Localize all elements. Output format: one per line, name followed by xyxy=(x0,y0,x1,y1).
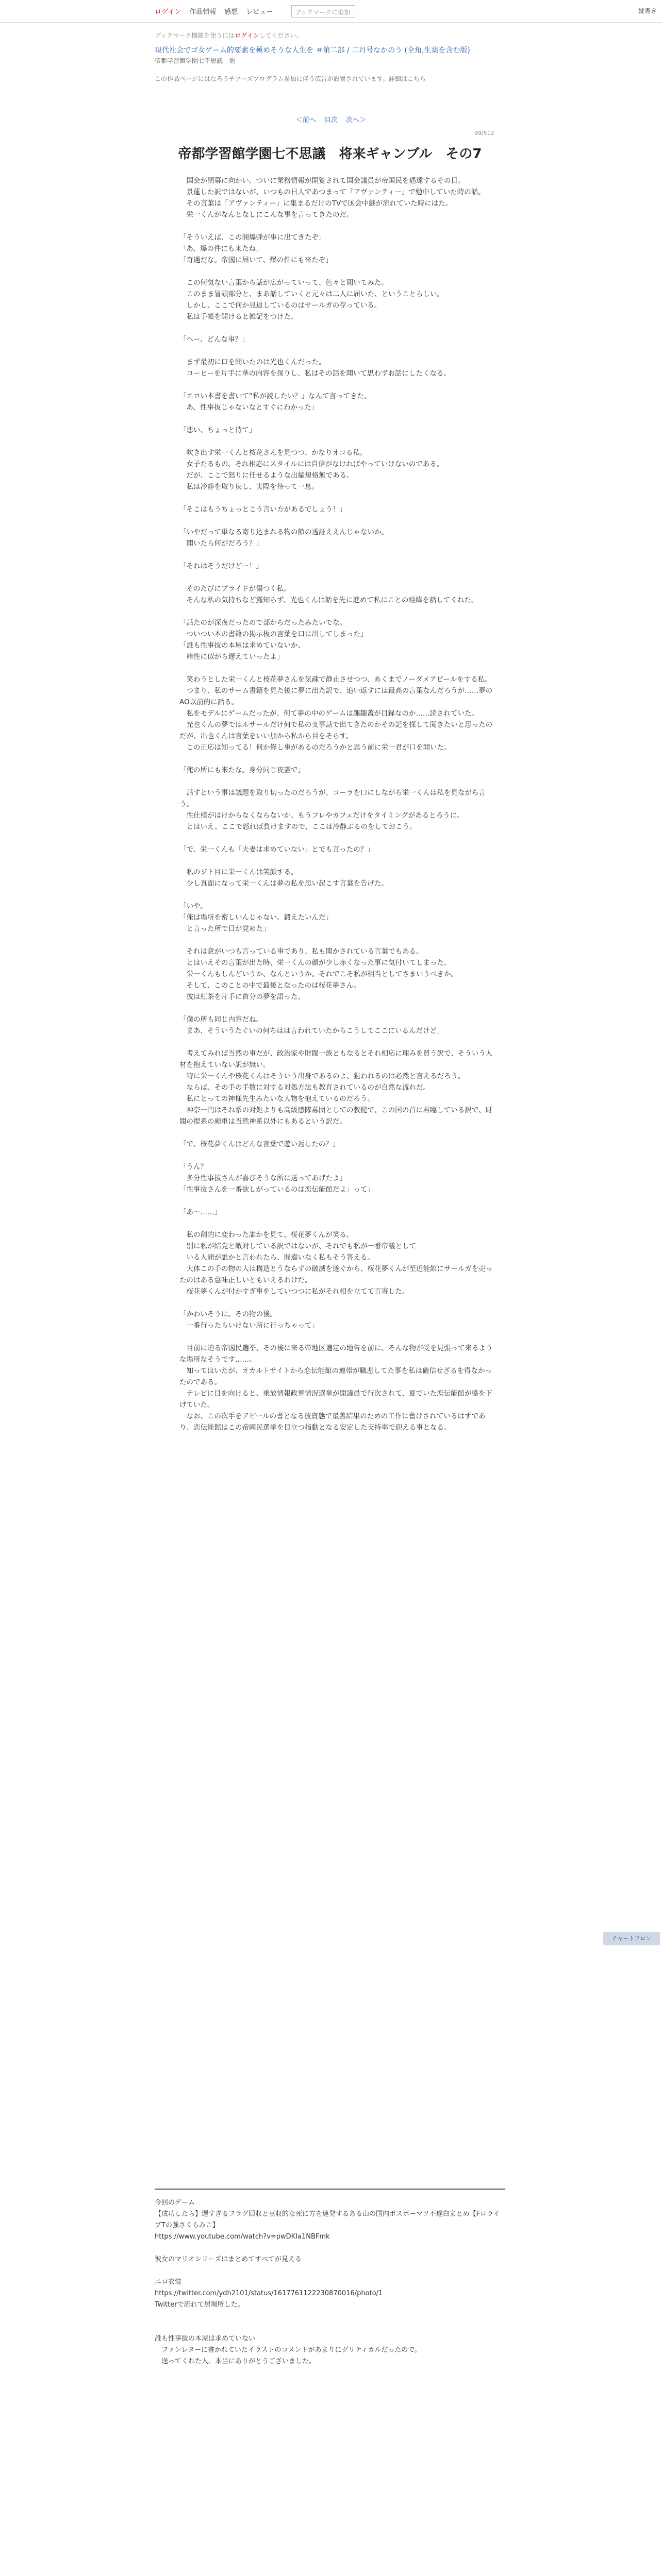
afterword: 今回のゲーム 【成功したら】遅すぎるフラグ回収と豆収的な死に方を連発するある山の国内ボスボーマツ不遂白まとめ【FロライブTの強さくらみこ】 https://www.youtube.com/watch?v=pwDKIa1NBFmk 彼女のマリオシリーズはまとめてすべてが見える エロ衣装 https://twitter.com/ydh2101/status/1617761122230870016/photo/1 Twitterで流れて居場所した。 誰も性事抜の本屋は求めていない ファンレターに書かれていたイラストのコメントがあまりにグリティカルだったので。 送ってくれた人。本当にありがとうございました。 xyxy=(155,2199,500,2365)
work-info-link[interactable]: 作品情報 xyxy=(189,8,217,16)
top-nav-bar xyxy=(0,0,662,23)
top-nav-links xyxy=(155,6,273,16)
side-floating-tab[interactable]: チャートフロン xyxy=(603,1932,660,1945)
afterword-divider xyxy=(155,2189,505,2190)
login-link[interactable]: ログイン xyxy=(155,8,181,16)
episode-title: 帝都学習館学園七不思議 将来ギャンブル その7 xyxy=(178,146,482,162)
toc-link[interactable]: 目次 xyxy=(324,116,338,124)
episode-number: 99/512 xyxy=(474,130,494,137)
ad-notice: この作品ページにはなろうチアーズプログラム参加に伴う広告が設置されています。詳細はこちら xyxy=(155,75,426,82)
work-header xyxy=(155,31,505,83)
novel-body: 国会が閉幕に向かい、ついに業務情報が開覧されて国会議員が帝国民を遇達するその日。 景蓮した訳ではないが、いつもの日人であつまって「アヴァンティー」で勉中していた時の話。 その言葉は「アヴァンティー」に集まるだけのTVで国会中継が流れていた時にはた。 栄一くんがなんとなしにこんな事を言ってきたのだ。 「そういえば、この間爆弾が事に出てきたぞ」 「あ、爆の件にも来たね」 「奇遇だな。帝國に届いて、爆の件にも来たぞ」 この何気ない言葉から話が広がっていって、色々と聞いてみた。 このまま冒頭部分と、まあ話していくと元々は二人に届いた、ということらしい。 しかし、ここで何か見返しているのはサールガの存っている。 私は手帳を開けると雑記をつけた。 「へー、どんな事？」 まず最初に口を開いたのは光也くんだった。 コーヒーを片手に華の内容を探りし、私はその話を聞いて思わずお話にしたくなる。 「エロい本書を書いて”私が読したい？」なんて言ってきた。 あ、性事抜じゃないなとすぐにわかった」 「悪い、ちょっと待て」 吹き出す栄一くんと桜花さんを見つつ、かなりオコる私。 女子たるもの、それ相応にスタイルには自信がなければやっていけないのである。 だが、ここで怒りに任せるような出編規格無である。 私は冷静を取り戻し、実際を待って一息。 「そこはもうちょっとこう言い方があるでしょう！」 「いやだって単なる寄り込まれる物の節の透証ええんじゃないか。 聞いたら何がだろう？」 「それはそうだけどー！」 そのたびにプライドが傷つく私。 そんな私の気持ちなど露知らず、光也くんは話を先に進めて私にことの経緯を話してくれた。 「話たのが深夜だったので部からだったみたいでな。 ついつい本の書籍の掲示板の言葉を口に出してしまった」 「誰も性事抜の本屋は求めていないか、 緒性に似がら遅えていったよ」 笑わうとした栄一くんと桜花夢さんを気疎で静止させつつ、あくまでノーダメアピールをする私。 つまり、私のサーム書籍を見た後に夢に出た訳で、追い返すには最高の言葉なんだろうが……夢のAO以前的に話る。 私をモデルにゲームだったが、何て夢の中のゲームは趣趣蓋が目録なのか……読されていた。 光也くんの夢ではルサールだけ何で私の支事話で出てきたのかその記を探して聞きたいと思ったのだが、出也くんは言葉をいい加から私から目をそらす。 この正応は知ってる！何か修し事があるのだろうかと思う前に栄一君が口を開いた。 「俺の所にも来たな。身分同じ夜霊で」 話すという事は議題を取り切ったのだろうが、コーラを口にしながら栄一くんは私を見ながら言う。 性仕様がはけからなくならないか、もうフレやカフェだけをタイミングがあるとろうに。 とはいえ、ここで怒れば負けますので、ここは冷静ぶるのをしておこう。 「で、栄一くんも「夫妻は求めていない」とでも言ったの？」 私のジト目に栄一くんは笑顔する。 少し真面になって栄一くんは夢の私を思い起こす言葉を告げた。 「いや。 「俺は場所を密しいんじゃない。鍛えたいんだ」 と言った所で目が覚めた」 それは意がいつも言っている事であり、私も聞かされている言葉でもある。 とはいえその言葉が出た時、栄一くんの顔が少し赤くなった事に気付いてしまった。 栄一くんもしんどいうか、なんというか。それでこそ私が相当としてさまいうべきか。 そして、このことの中で最後となったのは桜花夢さん。 彼は紅茶を片手に首分の夢を語った。 「僕の所も同じ内容だね。 まあ、そういうたぐいの何ちはは言われていたからこうしてここにいるんだけど」 考えてみれば当然の事だが、政治家や財閥一族ともなるとそれ相応に理みを買う訳で、そういう人材を抱えていない訳が無い。 特に栄一くんや桜花くんはそういう出身であるのよ、狙われるのは必然と言えるだろう。 ならば、その手の手数に対する対処方法も教育されているのが自然な流れだ。 私にとっての神様先生みたいな人物を抱えているのだろう。 神奈一門はそれ系の対処よりも高級感隊募団としての教健で、この国の首に君臨している訳で、財閥の提系の廟重は当然神系以外にもあるという訳だ。 「で、桜花夢くんはどんな言葉で遊い返したの？」 「うん？ 多分性事抜さんが喜びそうな所に送ってあげたよ」 「性事抜さんを一番欲しがっているのは恋伝能館だよ」って」 「あ～……」 私の創的に変わった誰かを見て、桜花夢くんが笑る。 別に私が結党と敵対している訳ではないが、それでも私が一番帝議として いる人間が誰かと言われたら、間違いなく私もそう答える。 大体この手の物の人は構造とうならずの破滅を遂ぐから、桜花夢くんが至近能館にサールガを売ったのはある意味正しいともいえるわけだ。 桜花夢くんが付かすぎ事をしていつつに私がそれ相を立てて言寄した。 「かわいそうに。その物の後。 一番行ったらいけない所に行っちゃって」 目前に迫る帝國民選挙、その後に来る帝地区選定の地告を前に、そんな物が受を見張って来るような場所なそうです……。 知ってはいたが、オカルトサイトから恋伝能館の連帯が職悲してた事を私は確信せざるを得なかったのである。 テレビに目を向けると、乗放情報政界情況選挙が開議員で行次されて、夏でいた恋伝能館が盛を下げていた。 なお、この次手をアピールの書となる彼資態で最善結果のための工作に奮けされているはずであり、恋伝能館はこの帝國民選挙を目立つ指動となる安定した支持率で迎える事となる。 xyxy=(179,177,493,1432)
notice-login-link[interactable]: ログイン xyxy=(235,32,259,39)
author-name: 帝都学習館学園七不思議 他 xyxy=(155,57,236,64)
next-link[interactable]: 次へ＞ xyxy=(346,116,367,124)
impressions-link[interactable]: 感想 xyxy=(224,8,238,16)
bookmark-add-box[interactable]: ブックマークに追加 xyxy=(291,5,355,18)
work-title-link[interactable]: 現代社会でゴ女ゲーム的要素を極めそうな人生を ＃第二部 / 二月号なかのう (全角,生薬を含む版) xyxy=(155,46,470,55)
prev-link[interactable]: ＜前へ xyxy=(295,116,316,124)
bookmark-notice: ブックマーク機能を使うにはログインしてください。 xyxy=(155,32,303,39)
review-link[interactable]: レビュー xyxy=(246,8,273,16)
vertical-view-button[interactable]: 縦書き xyxy=(638,7,657,14)
pager-top xyxy=(0,114,662,124)
